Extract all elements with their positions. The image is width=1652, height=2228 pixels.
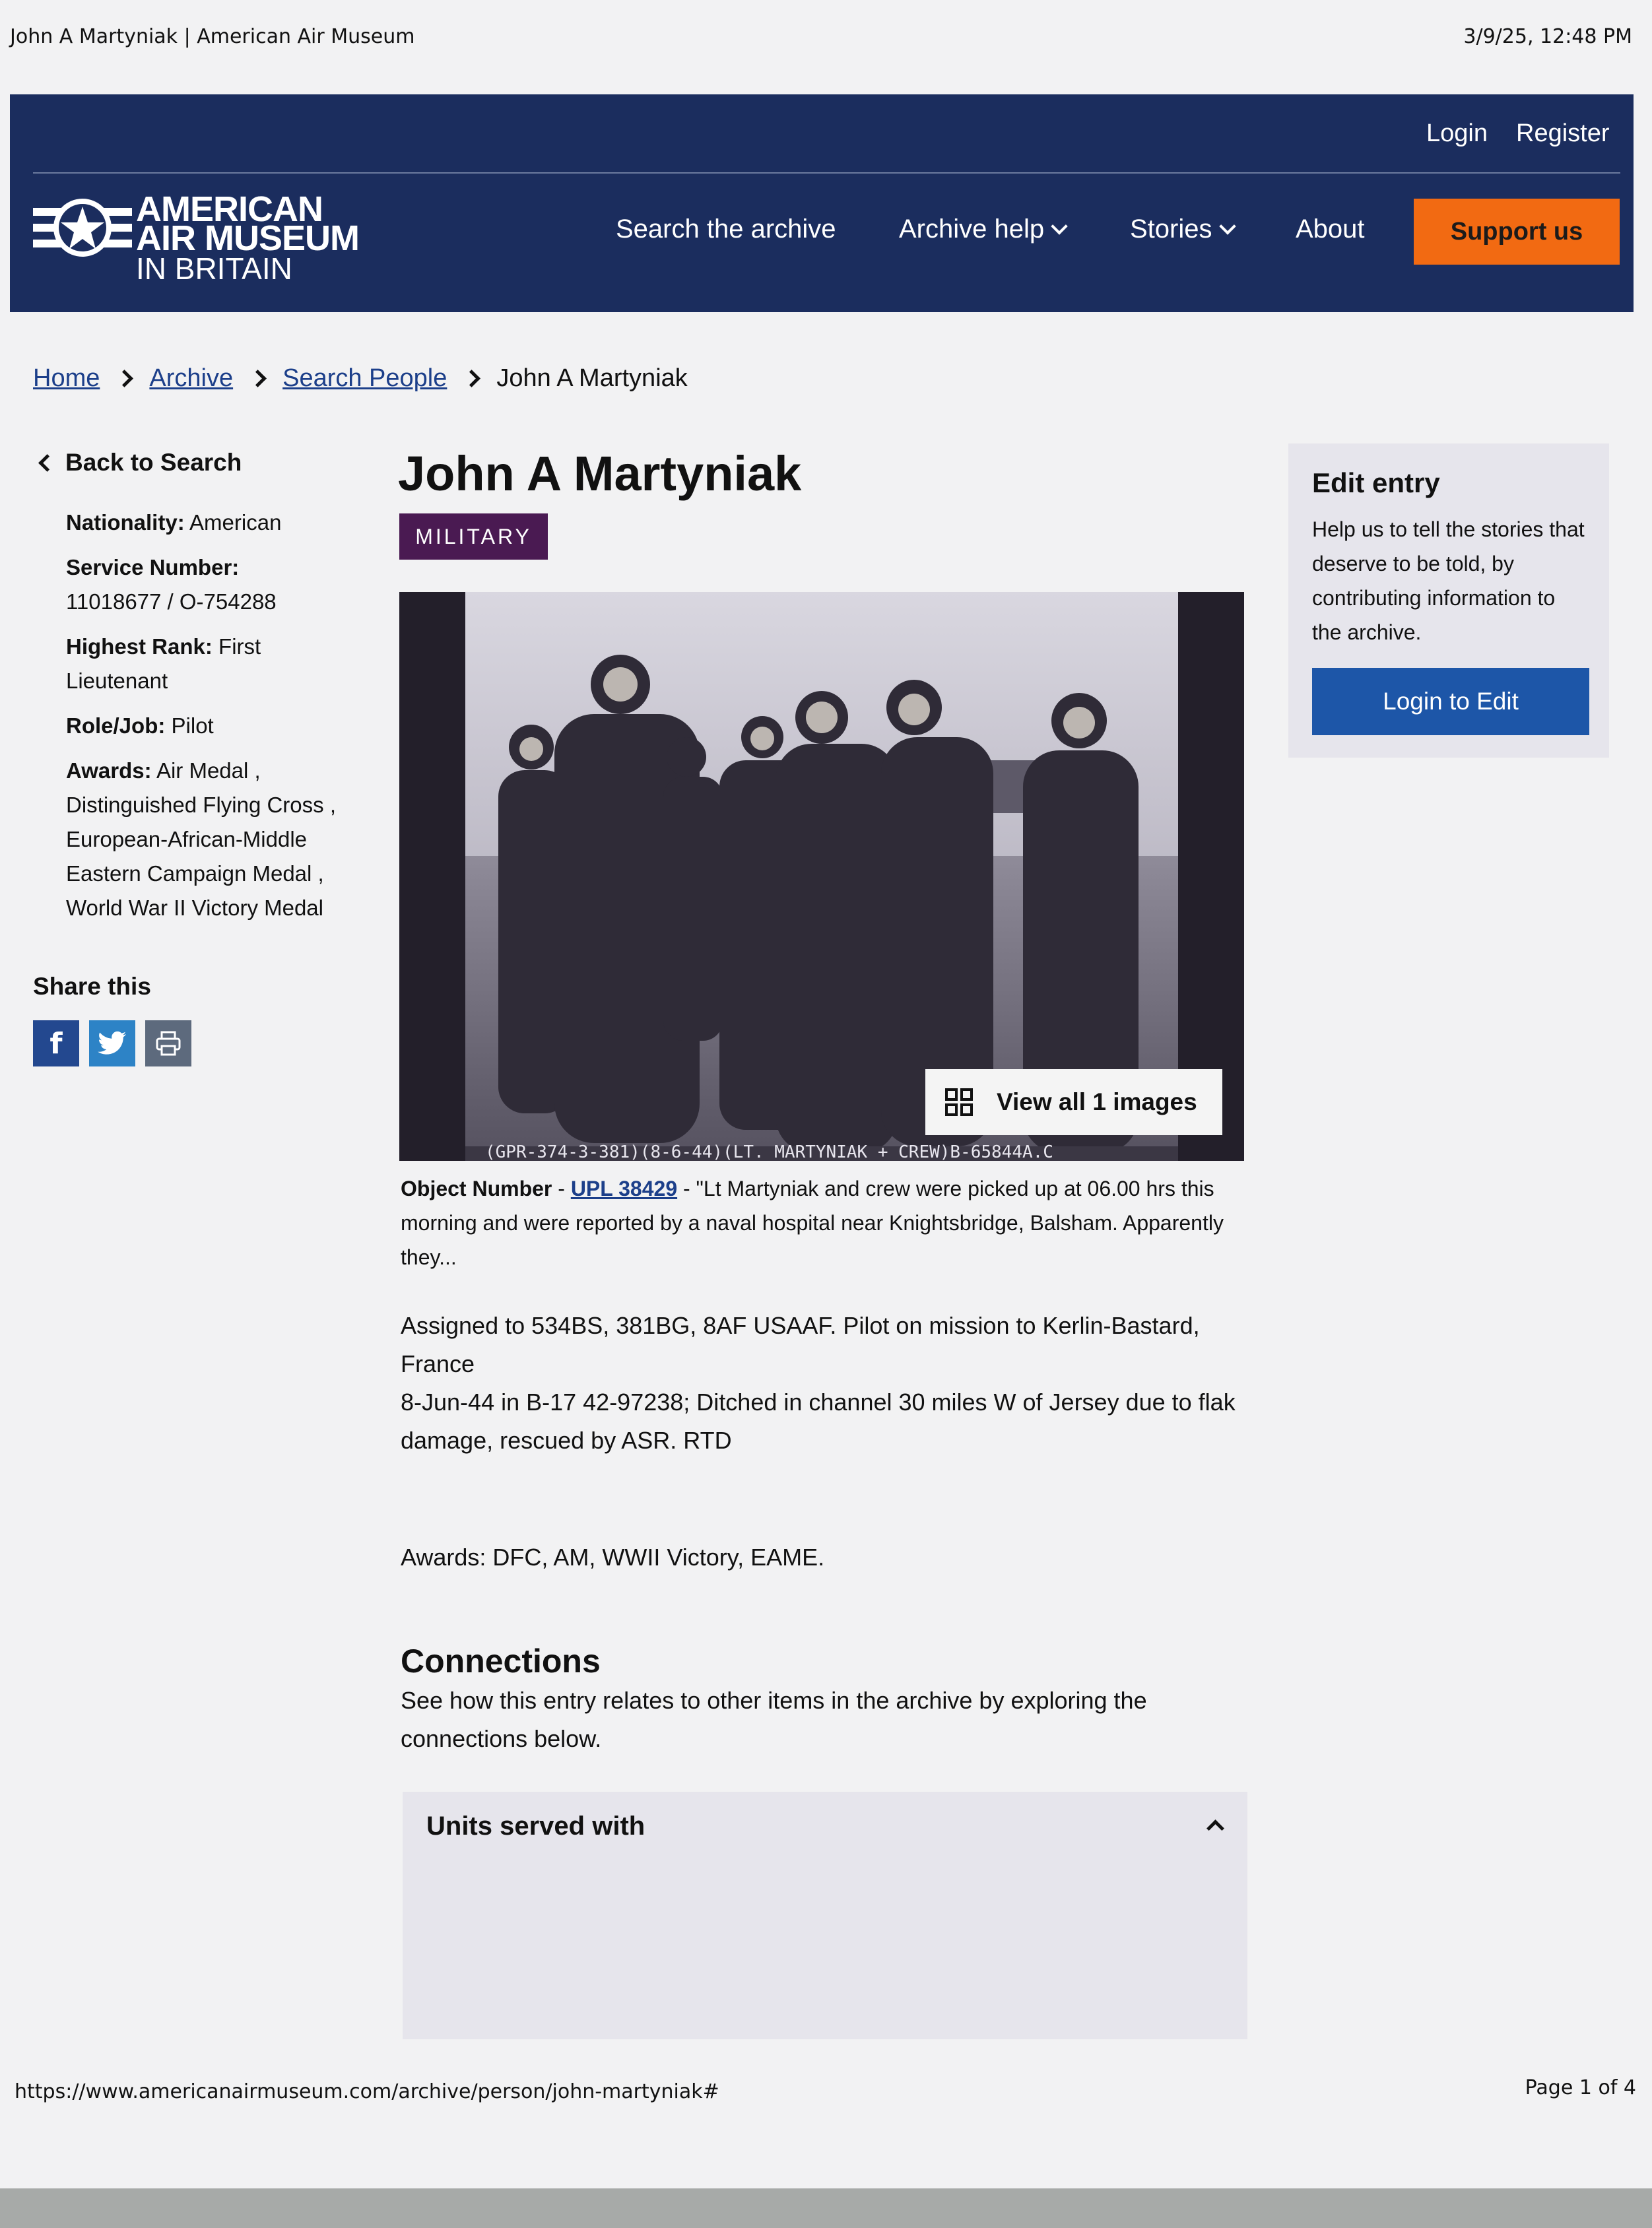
connections-intro xyxy=(401,1682,1272,1758)
biography-line-2: 8-Jun-44 in B-17 42-97238; Ditched in channel 30 miles W of Jersey due to flak xyxy=(401,1389,1236,1416)
rank-row xyxy=(66,630,350,664)
chevron-right-icon xyxy=(249,370,267,387)
logo-line-3: IN BRITAIN xyxy=(136,251,292,286)
print-footer-page: Page 1 of 4 xyxy=(1525,2076,1636,2099)
rank-value-1: First xyxy=(218,634,261,659)
role-label: Role/Job: xyxy=(66,713,166,738)
awards-label: Awards: xyxy=(66,758,152,783)
share-buttons xyxy=(33,1020,191,1066)
site-logo[interactable] xyxy=(33,189,363,287)
nav-search-archive-label: Search the archive xyxy=(616,214,836,244)
edit-entry-line: deserve to be told, by xyxy=(1312,552,1514,575)
breadcrumb-current: John A Martyniak xyxy=(496,364,688,392)
nav-about[interactable] xyxy=(1296,214,1365,244)
photo-caption xyxy=(401,1171,1252,1274)
share-title: Share this xyxy=(33,973,151,1000)
nav-search-archive[interactable] xyxy=(616,214,836,244)
nav-divider xyxy=(33,172,1620,174)
nav-archive-help[interactable] xyxy=(899,214,1065,244)
photo-caption-strip: (GPR-374-3-381)(8-6-44)(LT. MARTYNIAK + CREW)B-65844A.C xyxy=(485,1142,1053,1161)
service-number-value: 11018677 / O-754288 xyxy=(66,589,277,614)
award-link[interactable]: Eastern Campaign Medal , xyxy=(66,861,324,886)
caption-line-2: morning and were reported by a naval hospital near Knightsbridge, Balsham. Apparently xyxy=(401,1211,1224,1235)
person-details xyxy=(66,506,350,925)
caption-line-3: they... xyxy=(401,1245,457,1269)
support-us-button[interactable]: Support us xyxy=(1414,199,1620,265)
gallery-grid-icon xyxy=(945,1088,973,1116)
breadcrumb xyxy=(33,364,688,393)
back-to-search-label: Back to Search xyxy=(65,449,242,476)
edit-entry-line: the archive. xyxy=(1312,620,1422,644)
nav-about-label: About xyxy=(1296,214,1365,244)
logo-line-1: AMERICAN xyxy=(136,189,323,229)
nav-stories-label: Stories xyxy=(1130,214,1212,244)
category-badge: MILITARY xyxy=(399,513,548,560)
chevron-up-icon[interactable] xyxy=(1206,1819,1224,1837)
print-header-title: John A Martyniak | American Air Museum xyxy=(10,25,415,48)
back-to-search-link[interactable] xyxy=(41,449,242,476)
twitter-icon[interactable] xyxy=(89,1020,135,1066)
award-link[interactable]: Air Medal , xyxy=(156,758,261,783)
print-icon[interactable] xyxy=(145,1020,191,1066)
units-served-accordion xyxy=(403,1792,1247,2039)
scan-edge xyxy=(0,2188,1652,2228)
print-header-datetime: 3/9/25, 12:48 PM xyxy=(1463,25,1632,48)
edit-entry-title: Edit entry xyxy=(1312,467,1440,498)
edit-entry-text xyxy=(1312,512,1596,649)
awards-summary: Awards: DFC, AM, WWII Victory, EAME. xyxy=(401,1544,825,1571)
chevron-right-icon xyxy=(463,370,480,387)
view-all-images-button[interactable] xyxy=(925,1069,1222,1135)
biography-line-1: Assigned to 534BS, 381BG, 8AF USAAF. Pilot on mission to Kerlin-Bastard, France xyxy=(401,1312,1200,1377)
breadcrumb-home[interactable]: Home xyxy=(33,364,100,392)
rank-value-2: Lieutenant xyxy=(66,669,168,693)
breadcrumb-search-people[interactable]: Search People xyxy=(282,364,447,392)
logo-line-2: AIR MUSEUM xyxy=(136,218,359,258)
connections-intro-line-2: connections below. xyxy=(401,1725,602,1752)
breadcrumb-archive[interactable]: Archive xyxy=(149,364,234,392)
chevron-left-icon xyxy=(38,454,56,472)
page-title: John A Martyniak xyxy=(398,446,802,501)
award-link[interactable]: European-African-Middle xyxy=(66,827,308,851)
star-roundel-icon xyxy=(33,195,132,261)
role-value: Pilot xyxy=(171,713,214,738)
caption-line-1: - "Lt Martyniak and crew were picked up at 06.00 hrs this xyxy=(677,1177,1214,1200)
award-link[interactable]: World War II Victory Medal xyxy=(66,896,323,920)
login-to-edit-button[interactable]: Login to Edit xyxy=(1312,668,1589,735)
chevron-right-icon xyxy=(116,370,133,387)
nav-archive-help-label: Archive help xyxy=(899,214,1045,244)
connections-intro-line-1: See how this entry relates to other items in the archive by exploring the xyxy=(401,1687,1147,1714)
rank-label: Highest Rank: xyxy=(66,634,213,659)
register-link[interactable]: Register xyxy=(1516,119,1610,147)
edit-entry-card xyxy=(1288,443,1609,758)
login-link[interactable]: Login xyxy=(1426,119,1488,147)
print-footer-url: https://www.americanairmuseum.com/archive/person/john-martyniak# xyxy=(15,2080,719,2103)
units-served-title[interactable]: Units served with xyxy=(426,1812,645,1841)
awards-row xyxy=(66,754,350,788)
edit-entry-line: Help us to tell the stories that xyxy=(1312,517,1585,541)
biography xyxy=(401,1307,1272,1460)
object-sep: - xyxy=(552,1177,571,1200)
facebook-icon[interactable]: f xyxy=(33,1020,79,1066)
connections-title: Connections xyxy=(401,1643,601,1680)
chevron-down-icon xyxy=(1219,218,1236,234)
service-number-label: Service Number: xyxy=(66,555,240,579)
nationality-label: Nationality: xyxy=(66,510,185,535)
nationality-value: American xyxy=(189,510,282,535)
edit-entry-line: contributing information to xyxy=(1312,586,1556,610)
view-all-label: View all 1 images xyxy=(997,1088,1197,1115)
biography-line-3: damage, rescued by ASR. RTD xyxy=(401,1427,732,1454)
role-row xyxy=(66,709,350,743)
chevron-down-icon xyxy=(1051,218,1067,234)
object-number-link[interactable]: UPL 38429 xyxy=(570,1177,678,1200)
site-header xyxy=(10,94,1634,312)
award-link[interactable]: Distinguished Flying Cross , xyxy=(66,793,336,817)
nationality-row xyxy=(66,506,350,540)
nav-stories[interactable] xyxy=(1130,214,1234,244)
object-number-label: Object Number xyxy=(401,1177,552,1200)
